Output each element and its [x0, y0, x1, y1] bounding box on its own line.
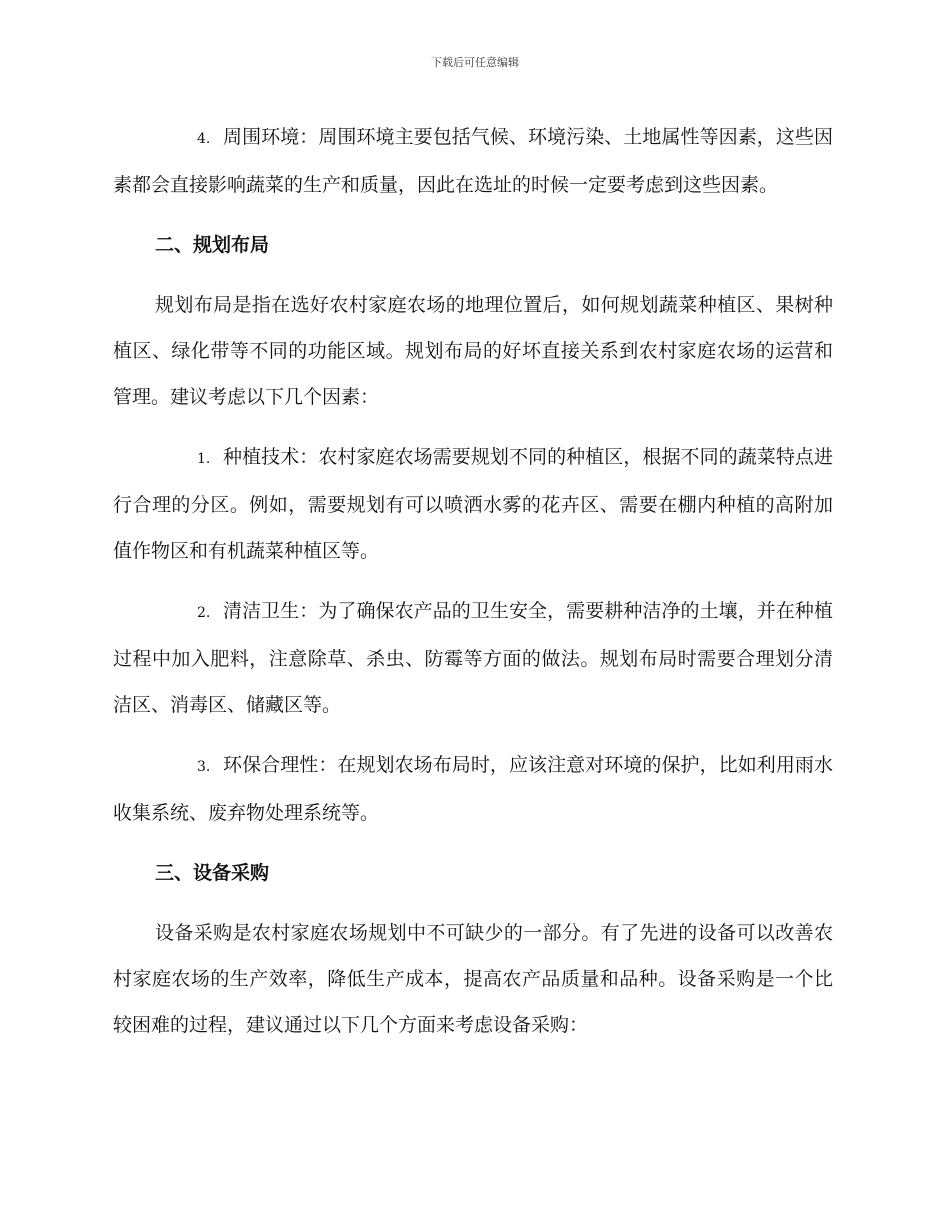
section-intro-2: 规划布局是指在选好农村家庭农场的地理位置后，如何规划蔬菜种植区、果树种植区、绿化带等不同的功能区域。规划布局的好坏直接关系到农村家庭农场的运营和管理。建议考虑以下几个因素： [113, 294, 833, 408]
list-item-text: 周围环境：周围环境主要包括气候、环境污染、土地属性等因素，这些因素都会直接影响蔬菜的生产和质量，因此在选址的时候一定要考虑到这些因素。 [113, 126, 833, 196]
list-item-1 [113, 434, 833, 574]
section-intro-3: 设备采购是农村家庭农场规划中不可缺少的一部分。有了先进的设备可以改善农村家庭农场的生产效率，降低生产成本，提高农产品质量和品种。设备采购是一个比较困难的过程，建议通过以下几个方面来考虑设备采购： [113, 922, 833, 1036]
list-item-3 [113, 742, 833, 836]
page-header: 下载后可任意编辑 [431, 56, 519, 69]
list-item-text: 种植技术：农村家庭农场需要规划不同的种植区，根据不同的蔬菜特点进行合理的分区。例如，需要规划有可以喷洒水雾的花卉区、需要在棚内种植的高附加值作物区和有机蔬菜种植区等。 [113, 446, 833, 562]
list-number: 2. [197, 605, 211, 621]
document-body [113, 114, 833, 1062]
section-heading-2: 二、规划布局 [155, 234, 270, 256]
list-item-4 [113, 114, 833, 208]
list-item-text: 环保合理性：在规划农场布局时，应该注意对环境的保护，比如利用雨水收集系统、废弃物处理系统等。 [113, 754, 833, 824]
list-item-2 [113, 588, 833, 728]
list-number: 1. [197, 451, 211, 467]
section-heading-3: 三、设备采购 [155, 862, 270, 884]
list-item-text: 清洁卫生：为了确保农产品的卫生安全，需要耕种洁净的土壤，并在种植过程中加入肥料，注意除草、杀虫、防霉等方面的做法。规划布局时需要合理划分清洁区、消毒区、储藏区等。 [113, 600, 833, 716]
list-number: 3. [197, 759, 211, 775]
list-number: 4. [197, 131, 211, 147]
